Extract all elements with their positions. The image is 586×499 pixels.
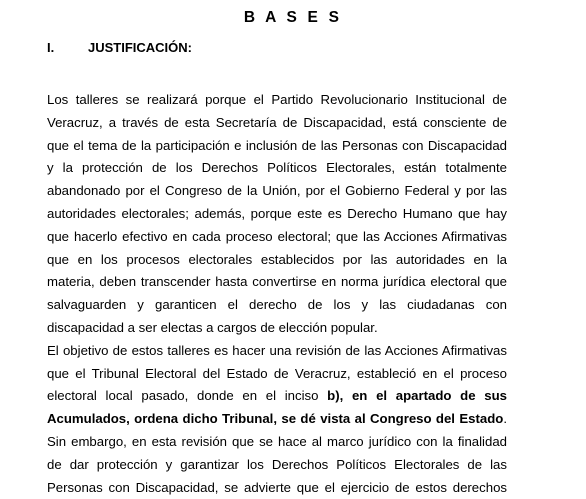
paragraph-line: discapacidad a ser electas a cargos de elección popular. [47,319,378,335]
paragraph-line-mixed [47,385,507,408]
paragraph-justification [47,89,507,499]
paragraph-line: que en los procesos electorales establecidos por las autoridades en la [47,251,507,267]
paragraph-line: materia, deben transcender hasta convertirse en norma jurídica electoral que [47,274,507,290]
section-heading [47,40,192,55]
paragraph-line: autoridades electorales; además, porque este es Derecho Humano que hay [47,205,507,221]
inline-text: . [503,411,507,427]
paragraph-line: Sin embargo, en esta revisión que se hace al marco jurídico con la finalidad [47,433,507,449]
paragraph-line: que hacerlo efectivo en cada proceso electoral; que las Acciones Afirmativas [47,228,507,244]
paragraph-line: salvaguarden y garanticen el derecho de los y las ciudadanas con [47,297,507,313]
document-title: B A S E S [243,9,343,26]
paragraph-line: Veracruz, a través de esta Secretaría de Discapacidad, está consciente de [47,114,507,130]
section-label: JUSTIFICACIÓN: [88,40,192,55]
bold-text: b), en el apartado de sus [327,388,507,404]
paragraph-line: Personas con Discapacidad, se advierte que el ejercicio de estos derechos [47,479,507,495]
paragraph-line-mixed [47,408,507,431]
paragraph-line: Los talleres se realizará porque el Partido Revolucionario Institucional de [47,92,507,107]
paragraph-line: abandonado por el Congreso de la Unión, por el Gobierno Federal y por las [47,183,507,199]
section-number: I. [47,40,55,55]
paragraph-line: El objetivo de estos talleres es hacer una revisión de las Acciones Afirmativas [47,342,507,358]
inline-text: electoral local pasado, donde en el inciso [47,388,328,404]
paragraph-line: de dar protección y garantizar los Derechos Políticos Electorales de las [47,456,507,472]
paragraph-line: y la protección de los Derechos Políticos Electorales, están totalmente [47,160,507,176]
paragraph-line: que el tema de la participación e inclusión de las Personas con Discapacidad [47,137,507,153]
paragraph-line: que el Tribunal Electoral del Estado de Veracruz, estableció en el proceso [47,365,507,381]
bold-text: Acumulados, ordena dicho Tribunal, se dé vista al Congreso del Estado [47,411,504,427]
